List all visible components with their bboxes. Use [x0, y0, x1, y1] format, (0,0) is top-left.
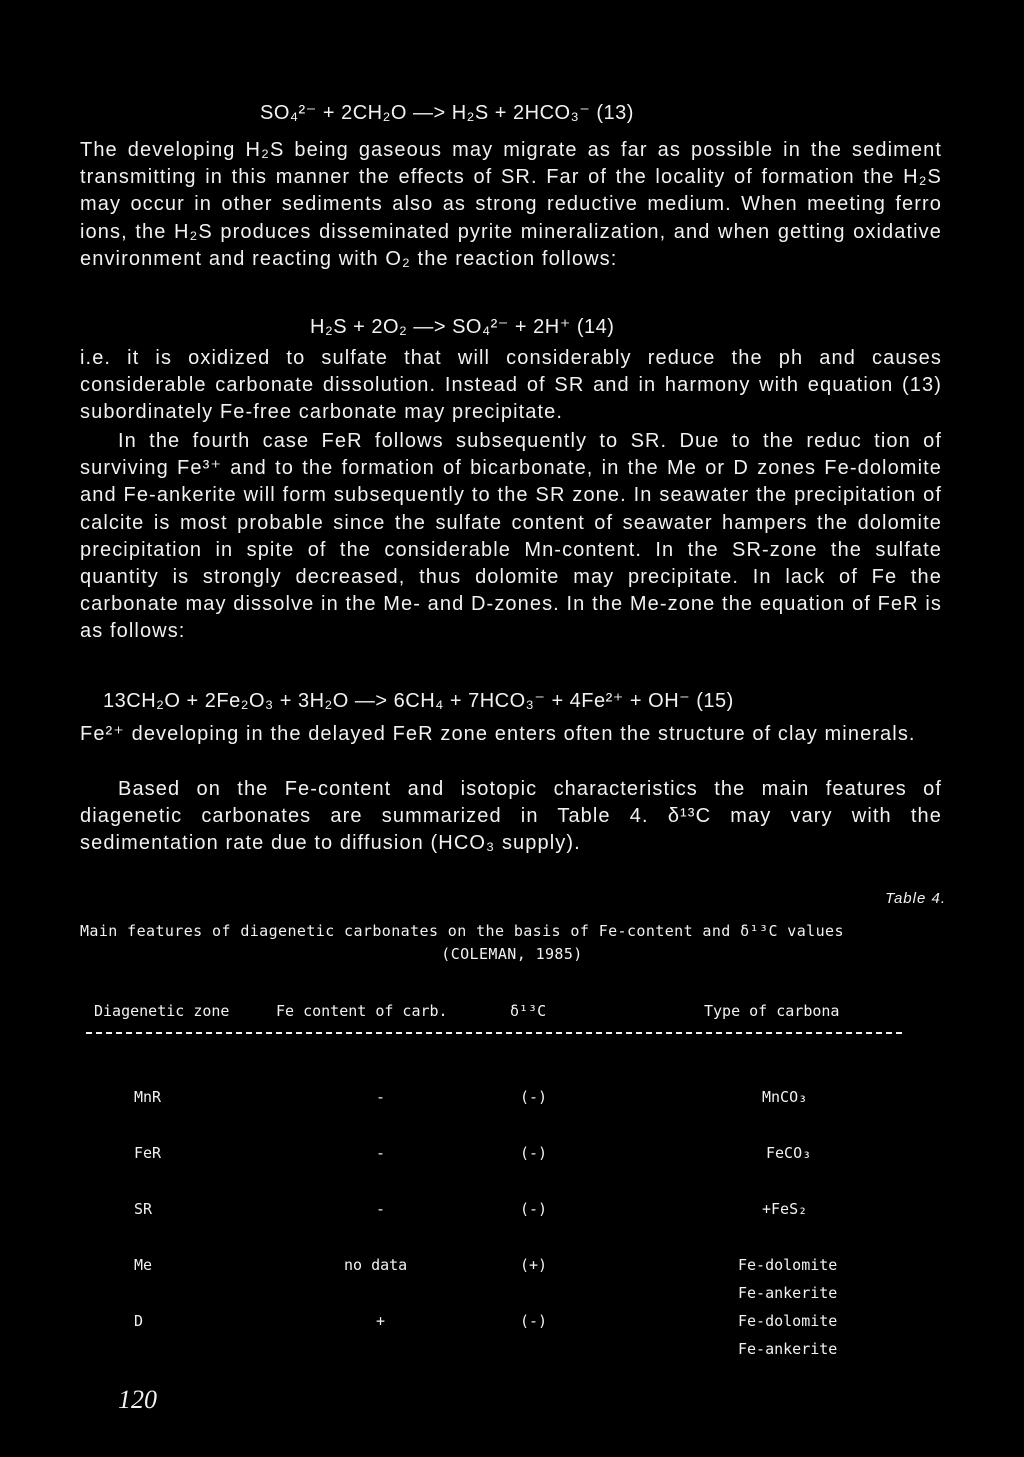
paragraph-4 [80, 721, 942, 748]
table-cell-type-secondary: Fe-ankerite [738, 1284, 838, 1302]
header-d13c: δ¹³C [510, 1002, 547, 1020]
paragraph-2-text: i.e. it is oxidized to sulfate that will considerably reduce the ph and causes considerable carbonate dissolution. Instead of SR and in harmony with equation (13) subordinately Fe-free carbonate may precipitate. [80, 347, 942, 424]
table-cell-zone: MnR [134, 1088, 162, 1106]
table-cell-zone: Me [134, 1256, 153, 1274]
table-cell-fe: - [376, 1200, 386, 1218]
table-label: Table 4. [885, 890, 946, 907]
paragraph-5-text: Based on the Fe-content and isotopic characteristics the main features of diagenetic carbonates are summarized in Table 4. δ¹³C may vary with the sedimentation rate due to diffusion (HCO₃ supply). [80, 778, 942, 855]
table-cell-fe: no data [344, 1256, 408, 1274]
paragraph-1-text: The developing H₂S being gaseous may migrate as far as possible in the sediment transmitting in this manner the effects of SR. Far of the locality of formation the H₂S may occur in other sediments also as strong reductive medium. When meeting ferro ions, the H₂S produces disseminated pyrite mineralization, and when getting oxidative environment and reacting with O₂ the reaction follows: [80, 139, 942, 270]
table-cell-fe: + [376, 1312, 386, 1330]
equation-13: SO₄²⁻ + 2CH₂O —> H₂S + 2HCO₃⁻ (13) [260, 102, 634, 124]
header-diagenetic-zone: Diagenetic zone [94, 1002, 230, 1020]
table-cell-type-secondary: Fe-ankerite [738, 1340, 838, 1358]
table-divider [86, 1032, 902, 1034]
paragraph-3 [80, 428, 942, 646]
table-caption-line2: (COLEMAN, 1985) [441, 945, 583, 963]
table-cell-type: FeCO₃ [766, 1144, 812, 1162]
paragraph-1 [80, 137, 942, 273]
table-caption [80, 920, 944, 966]
table-cell-d13c: (-) [520, 1144, 548, 1162]
header-fe-content: Fe content of carb. [276, 1002, 448, 1020]
table-cell-type: Fe-dolomite [738, 1256, 838, 1274]
paragraph-2 [80, 345, 942, 427]
table-cell-type: Fe-dolomite [738, 1312, 838, 1330]
table-caption-line1: Main features of diagenetic carbonates on the basis of Fe-content and δ¹³C values [80, 922, 844, 940]
table-cell-d13c: (-) [520, 1088, 548, 1106]
table-cell-type: MnCO₃ [762, 1088, 808, 1106]
table-cell-zone: D [134, 1312, 144, 1330]
table-cell-d13c: (+) [520, 1256, 548, 1274]
paragraph-5 [80, 776, 942, 858]
paragraph-4-text: Fe²⁺ developing in the delayed FeR zone enters often the structure of clay minerals. [80, 723, 916, 745]
table-cell-fe: - [376, 1144, 386, 1162]
paragraph-3-text: In the fourth case FeR follows subsequently to SR. Due to the reduc tion of surviving Fe³⁺ and to the formation of bicarbonate, in the Me or D zones Fe-dolomite and Fe-ankerite will form subsequently to the SR zone. In seawater the precipitation of calcite is most probable since the sulfate content of seawater hampers the dolomite precipitation in spite of the considerable Mn-content. In the SR-zone the sulfate quantity is strongly decreased, thus dolomite may precipitate. In lack of Fe the carbonate may dissolve in the Me- and D-zones. In the Me-zone the equation of FeR is as follows: [80, 430, 942, 643]
equation-14: H₂S + 2O₂ —> SO₄²⁻ + 2H⁺ (14) [310, 316, 615, 338]
table-cell-d13c: (-) [520, 1312, 548, 1330]
table-cell-zone: FeR [134, 1144, 162, 1162]
table-cell-d13c: (-) [520, 1200, 548, 1218]
header-type-of-carbonate: Type of carbona [704, 1002, 840, 1020]
table-cell-fe: - [376, 1088, 386, 1106]
equation-15: 13CH₂O + 2Fe₂O₃ + 3H₂O —> 6CH₄ + 7HCO₃⁻ + 4Fe²⁺ + OH⁻ (15) [103, 690, 734, 712]
page-number: 120 [118, 1385, 157, 1414]
table-cell-type: +FeS₂ [762, 1200, 808, 1218]
table-cell-zone: SR [134, 1200, 153, 1218]
